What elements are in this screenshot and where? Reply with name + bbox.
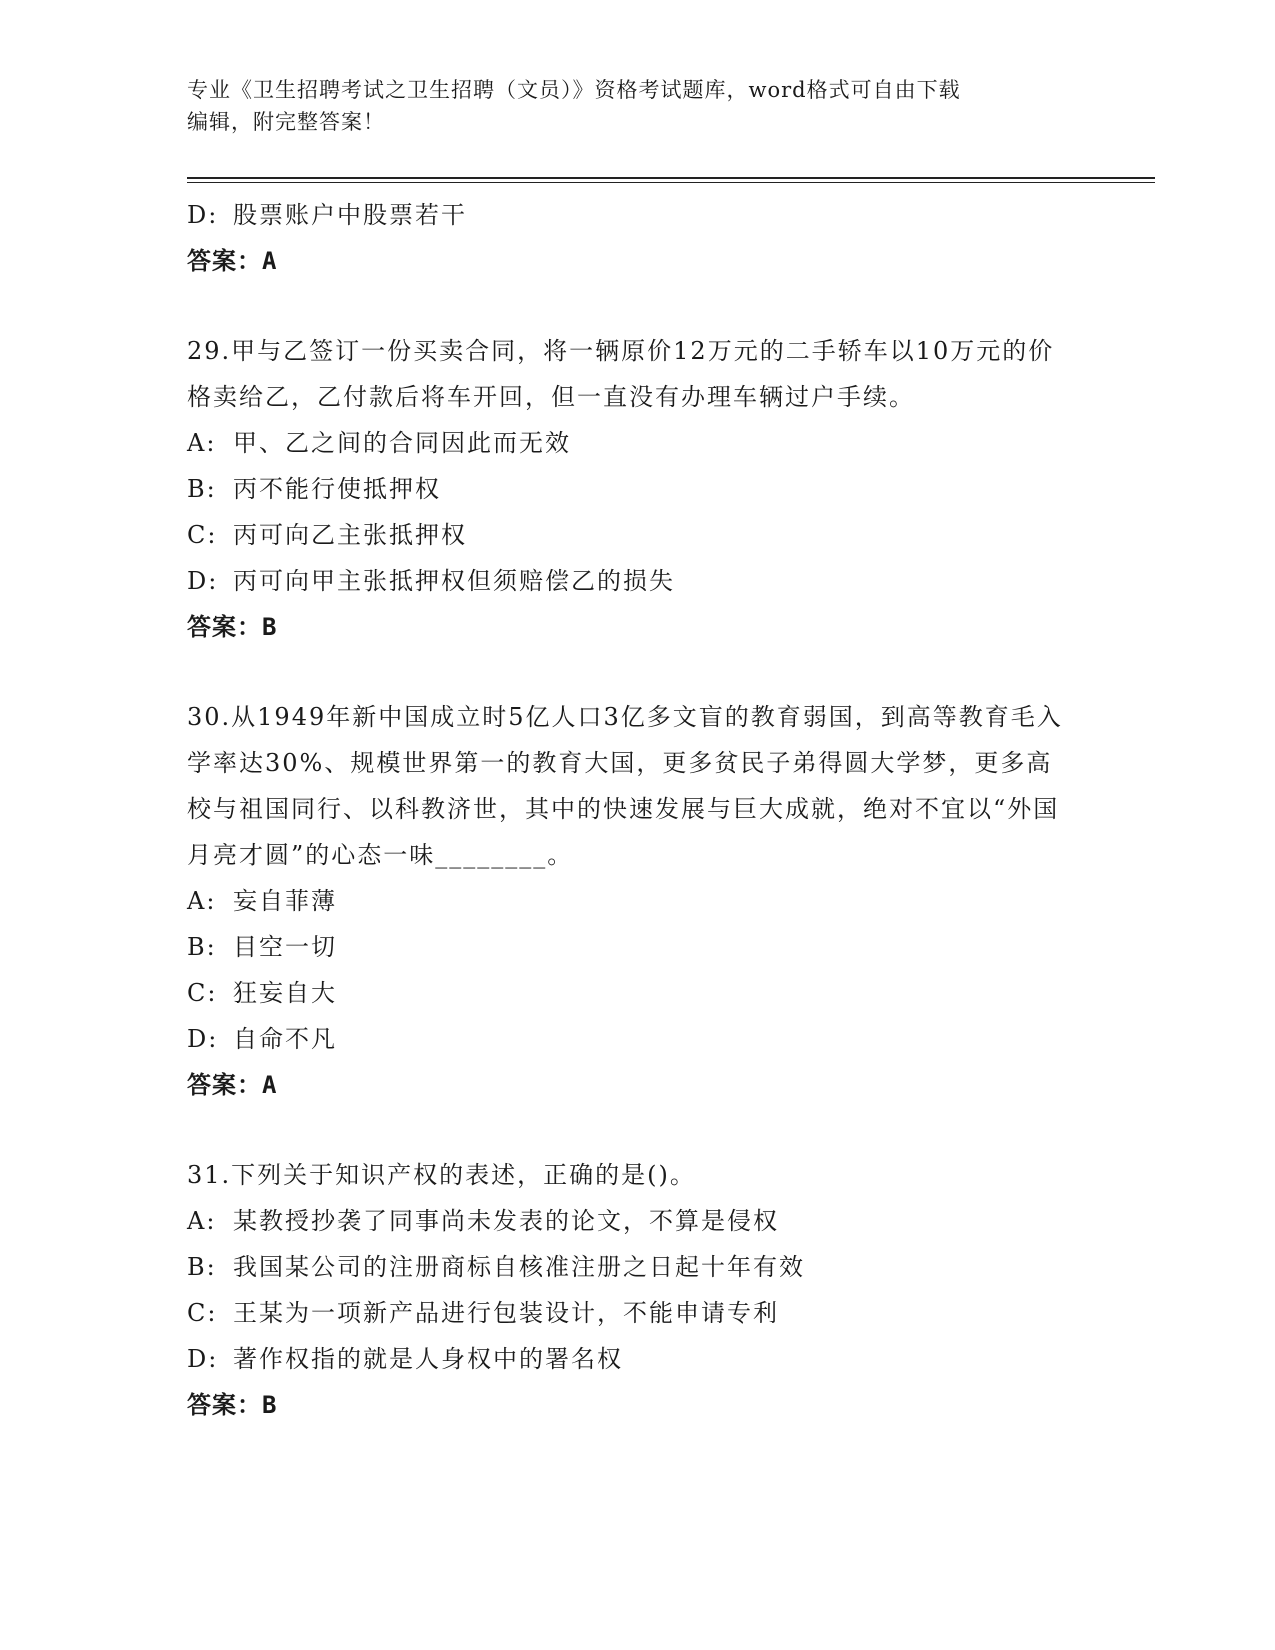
option-text: 丙可向甲主张抵押权但须赔偿乙的损失 <box>233 567 675 595</box>
option-text: 某教授抄袭了同事尚未发表的论文，不算是侵权 <box>233 1207 779 1235</box>
document-header <box>187 74 1087 138</box>
option-b <box>187 466 1077 512</box>
answer: 答案：B <box>187 1391 278 1419</box>
option-b <box>187 1244 1077 1290</box>
question-30 <box>187 694 1077 1108</box>
carryover-answer: 答案：A <box>187 247 278 275</box>
question-stem: 30.从1949年新中国成立时5亿人口3亿多文盲的教育弱国，到高等教育毛入学率达30%、规模世界第一的教育大国，更多贫民子弟得圆大学梦，更多高校与祖国同行、以科教济世，其中的快速发展与巨大成就，绝对不宜以“外国月亮才圆”的心态一味________。 <box>187 703 1063 869</box>
header-line-2: 编辑，附完整答案！ <box>187 110 385 134</box>
option-d <box>187 558 1077 604</box>
option-d <box>187 1336 1077 1382</box>
option-b <box>187 924 1077 970</box>
option-a <box>187 878 1077 924</box>
option-text: 丙不能行使抵押权 <box>233 475 441 503</box>
option-key: C: <box>187 979 218 1007</box>
option-a <box>187 420 1077 466</box>
question-29 <box>187 328 1077 650</box>
option-key: A: <box>187 887 217 915</box>
carryover-option-d <box>187 192 1077 238</box>
option-key: B: <box>187 933 217 961</box>
option-c <box>187 970 1077 1016</box>
option-key: C: <box>187 521 218 549</box>
option-text: 甲、乙之间的合同因此而无效 <box>233 429 571 457</box>
question-stem: 31.下列关于知识产权的表述，正确的是()。 <box>187 1161 696 1189</box>
header-line-1: 专业《卫生招聘考试之卫生招聘（文员）》资格考试题库，word格式可自由下载 <box>187 78 961 102</box>
option-c <box>187 1290 1077 1336</box>
option-text: 丙可向乙主张抵押权 <box>233 521 467 549</box>
question-stem: 29.甲与乙签订一份买卖合同，将一辆原价12万元的二手轿车以10万元的价格卖给乙，乙付款后将车开回，但一直没有办理车辆过户手续。 <box>187 337 1055 411</box>
question-31 <box>187 1152 1077 1428</box>
answer: 答案：A <box>187 1071 278 1099</box>
option-key: A: <box>187 429 217 457</box>
header-rule-thin <box>187 182 1155 183</box>
option-text: 目空一切 <box>233 933 337 961</box>
option-key: C: <box>187 1299 218 1327</box>
option-d <box>187 1016 1077 1062</box>
option-text: 我国某公司的注册商标自核准注册之日起十年有效 <box>233 1253 805 1281</box>
option-text: 自命不凡 <box>233 1025 337 1053</box>
answer: 答案：B <box>187 613 278 641</box>
option-a <box>187 1198 1077 1244</box>
question-list <box>187 192 1077 1428</box>
option-key: D: <box>187 1025 219 1053</box>
option-c <box>187 512 1077 558</box>
option-text: 妄自菲薄 <box>233 887 337 915</box>
option-key: D: <box>187 1345 219 1373</box>
header-rule-thick <box>187 177 1155 179</box>
option-text: 王某为一项新产品进行包装设计，不能申请专利 <box>233 1299 779 1327</box>
option-text: 狂妄自大 <box>233 979 337 1007</box>
option-key: B: <box>187 1253 217 1281</box>
option-text: 股票账户中股票若干 <box>233 201 467 229</box>
option-key: B: <box>187 475 217 503</box>
option-key: D: <box>187 567 219 595</box>
option-key: D: <box>187 201 219 229</box>
option-text: 著作权指的就是人身权中的署名权 <box>233 1345 623 1373</box>
option-key: A: <box>187 1207 217 1235</box>
